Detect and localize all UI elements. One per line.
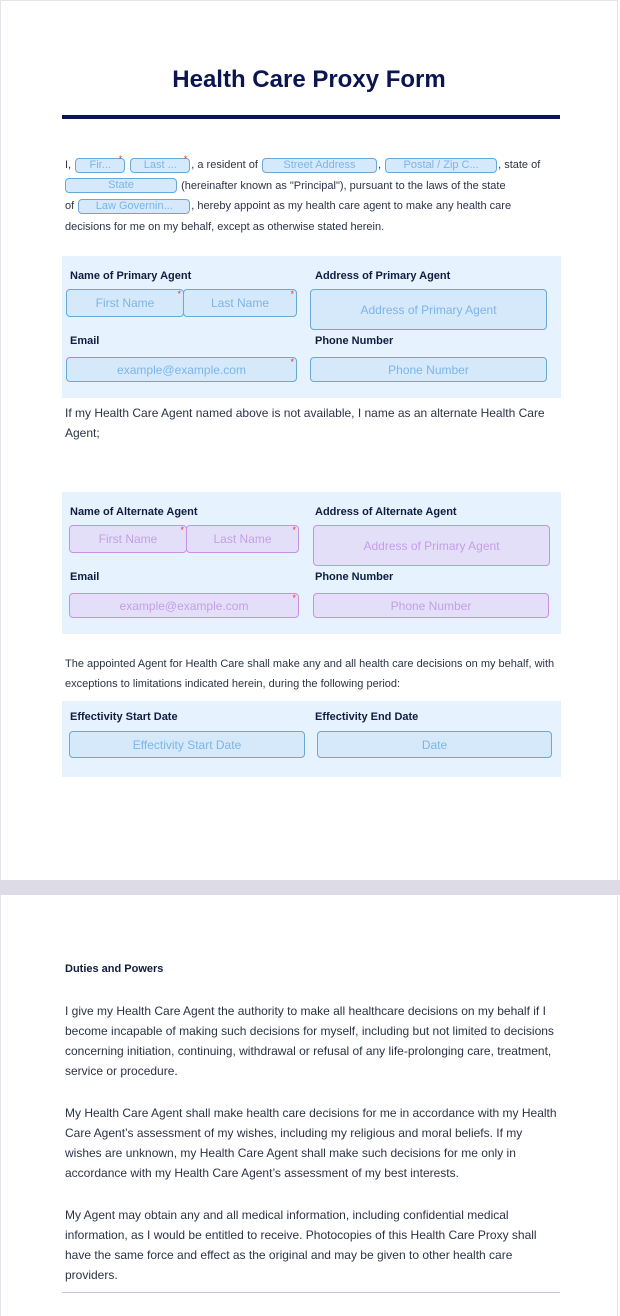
principal-street-field[interactable]	[262, 158, 377, 173]
principal-first-name-placeholder: Fir...	[89, 158, 111, 171]
required-marker: *	[177, 289, 181, 299]
placeholder: Phone Number	[388, 362, 469, 377]
primary-phone-input[interactable]	[310, 357, 547, 382]
principal-state-field[interactable]	[65, 178, 177, 193]
alternate-phone-label: Phone Number	[315, 571, 394, 583]
required-marker: *	[118, 153, 123, 164]
intro-text: decisions for me on my behalf, except as otherwise stated herein.	[65, 220, 385, 233]
placeholder: Date	[421, 737, 448, 752]
principal-postal-field[interactable]	[385, 158, 497, 173]
alternate-agent-text: If my Health Care Agent named above is not available, I name as an alternate Health Care Agent;	[65, 406, 545, 440]
form-title: Health Care Proxy Form	[172, 66, 446, 93]
intro-text: ,	[377, 159, 382, 171]
title-divider	[62, 115, 560, 119]
placeholder: Address of Primary Agent	[360, 302, 497, 317]
placeholder: Last Name	[210, 296, 270, 310]
required-marker: *	[292, 525, 296, 535]
placeholder: First Name	[98, 532, 158, 546]
alternate-last-name-input[interactable]	[186, 525, 299, 553]
alternate-name-label: Name of Alternate Agent	[70, 506, 198, 518]
primary-address-label: Address of Primary Agent	[315, 270, 451, 282]
principal-intro	[65, 155, 560, 237]
alternate-address-label: Address of Alternate Agent	[315, 506, 457, 518]
placeholder: First Name	[95, 296, 155, 310]
duties-paragraph-1: I give my Health Care Agent the authority to make all healthcare decisions on my behalf if I become incapable of making such decisions for myself, including but not limited to decisions concerning initiation, continuing, withdrawal or refusal of any life-prolonging care, treatment, service or procedure.	[65, 1004, 554, 1078]
intro-text: I,	[65, 159, 72, 171]
principal-first-name-field[interactable]	[75, 153, 125, 173]
principal-last-name-field[interactable]	[130, 153, 190, 173]
page-separator	[0, 880, 620, 895]
placeholder: Phone Number	[390, 598, 472, 613]
placeholder: example@example.com	[117, 362, 246, 377]
intro-text: of	[65, 200, 75, 212]
placeholder: Address of Primary Agent	[363, 538, 500, 553]
state-placeholder: State	[108, 179, 134, 192]
primary-first-name-input[interactable]	[66, 289, 184, 317]
bottom-divider	[62, 1292, 560, 1293]
end-date-input[interactable]	[317, 731, 552, 758]
end-date-label: Effectivity End Date	[315, 711, 419, 723]
placeholder: Effectivity Start Date	[132, 737, 242, 752]
primary-agent-section	[62, 256, 561, 398]
street-placeholder: Street Address	[283, 158, 356, 171]
intro-text: (hereinafter known as "Principal"), pursuant to the laws of the state	[181, 179, 506, 192]
required-marker: *	[290, 289, 294, 299]
primary-name-label: Name of Primary Agent	[70, 270, 192, 282]
duties-heading: Duties and Powers	[65, 963, 164, 975]
alternate-email-label: Email	[70, 571, 100, 583]
primary-address-input[interactable]	[310, 289, 547, 330]
alternate-address-input[interactable]	[313, 525, 550, 566]
alternate-agent-section	[62, 492, 561, 634]
duties-paragraph-3: My Agent may obtain any and all medical information, including confidential medical information, as I would be entitled to receive. Photocopies of this Health Care Proxy shall have the same force and effect as the original and may be given to other health care providers.	[65, 1208, 537, 1282]
placeholder: Last Name	[213, 532, 272, 546]
intro-text: , state of	[498, 159, 541, 171]
alternate-first-name-input[interactable]	[69, 525, 187, 553]
effectivity-section	[62, 701, 561, 777]
start-date-input[interactable]	[69, 731, 305, 758]
placeholder: example@example.com	[119, 598, 249, 613]
primary-phone-label: Phone Number	[315, 335, 394, 347]
required-marker: *	[180, 525, 184, 535]
required-marker: *	[292, 593, 296, 603]
intro-text: , hereby appoint as my health care agent to make any health care	[191, 200, 512, 212]
primary-last-name-input[interactable]	[183, 289, 297, 317]
alternate-email-input[interactable]	[69, 593, 299, 618]
required-marker: *	[290, 357, 294, 367]
alternate-phone-input[interactable]	[313, 593, 549, 618]
primary-email-input[interactable]	[66, 357, 297, 382]
intro-text: , a resident of	[191, 159, 258, 171]
duties-paragraph-2: My Health Care Agent shall make health care decisions for me in accordance with my Health Care Agent’s assessment of my wishes, including my religious and moral beliefs. If my wishes are unknown, my Health Care Agent shall make such decisions for me only in accordance with my Health Care Agent’s assessment of my best interests.	[65, 1106, 557, 1180]
start-date-label: Effectivity Start Date	[70, 711, 178, 723]
postal-placeholder: Postal / Zip C...	[403, 158, 479, 171]
period-text: The appointed Agent for Health Care shall make any and all health care decisions on my behalf, with exceptions to limitations indicated herein, during the following period:	[65, 658, 555, 690]
law-placeholder: Law Governin...	[95, 199, 173, 212]
principal-last-name-placeholder: Last ...	[143, 158, 177, 171]
governing-law-field[interactable]	[78, 199, 190, 214]
required-marker: *	[183, 153, 188, 164]
primary-email-label: Email	[70, 335, 100, 347]
